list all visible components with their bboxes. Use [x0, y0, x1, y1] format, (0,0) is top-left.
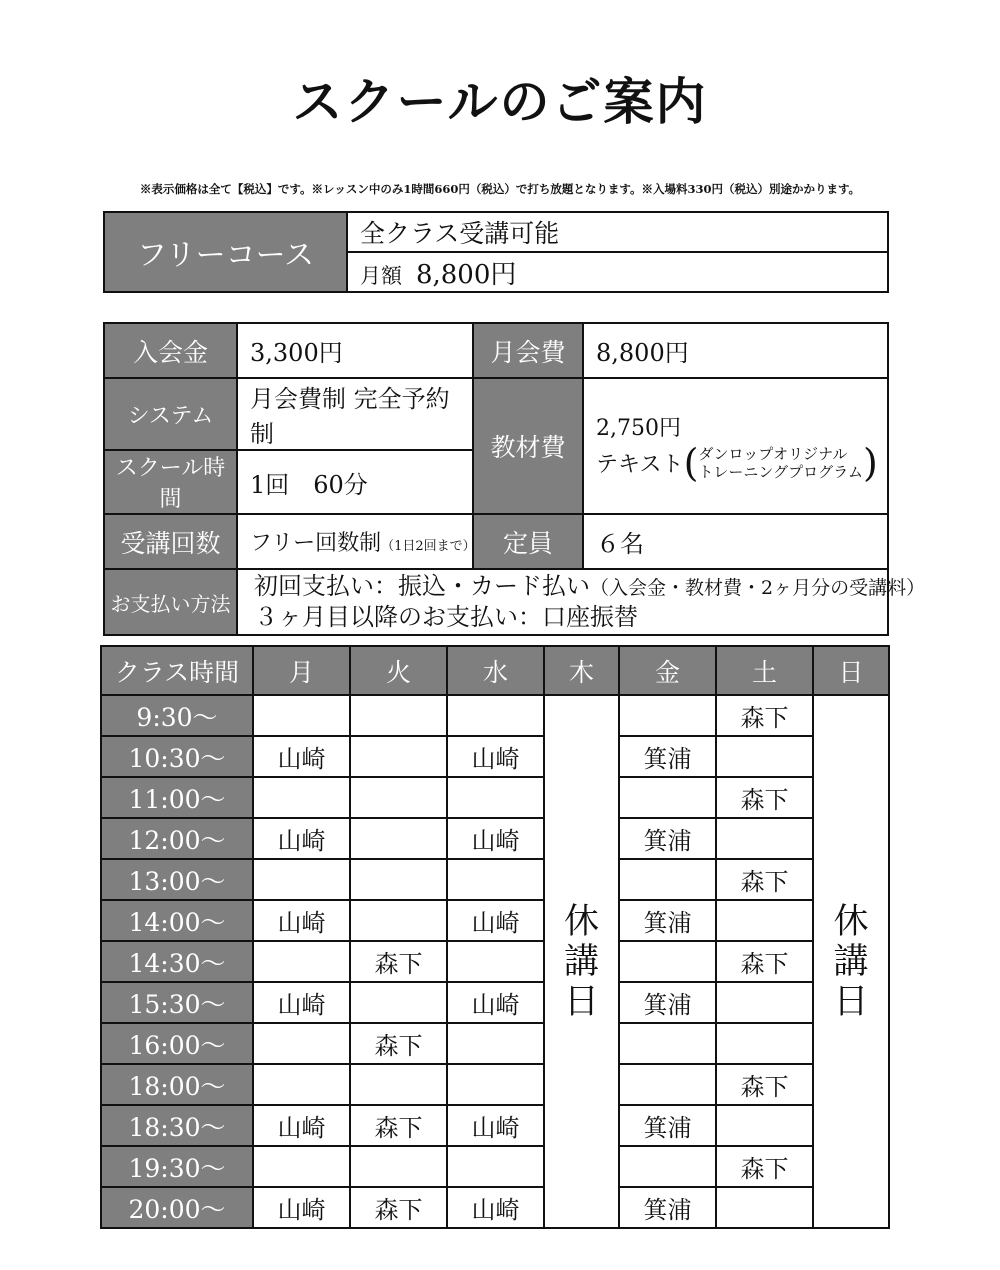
- instructor-cell-wed: 山崎: [447, 818, 544, 859]
- instructor-cell-tue: [350, 1064, 447, 1105]
- closed-day-label: [545, 902, 618, 1022]
- course-description: 全クラス受講可能: [347, 212, 888, 252]
- closed-day-cell: [544, 695, 619, 1228]
- instructor-cell-wed: [447, 695, 544, 736]
- instructor-cell-tue: [350, 695, 447, 736]
- instructor-cell-sat: [716, 1023, 813, 1064]
- header-tue: 火: [350, 646, 447, 695]
- instructor-cell-tue: [350, 736, 447, 777]
- instructor-cell-mon: 山崎: [253, 736, 350, 777]
- count-value: フリー回数制: [250, 531, 382, 556]
- instructor-cell-wed: [447, 1146, 544, 1187]
- instructor-cell-wed: [447, 941, 544, 982]
- payment-label: お支払い方法: [104, 569, 237, 635]
- schedule-table: [100, 645, 890, 1229]
- instructor-cell-fri: 箕浦: [619, 1187, 716, 1228]
- enrollment-value: 3,300円: [237, 323, 473, 378]
- schedule-row: [101, 859, 889, 900]
- closed-day-char: 講: [833, 941, 869, 982]
- closed-day-char: 日: [833, 981, 869, 1022]
- time-cell: 10:30～: [101, 736, 253, 777]
- payment-line1: 初回支払い：振込・カード払い: [254, 572, 590, 600]
- instructor-cell-tue: [350, 900, 447, 941]
- time-cell: 18:00～: [101, 1064, 253, 1105]
- instructor-cell-wed: 山崎: [447, 736, 544, 777]
- instructor-cell-sat: [716, 1105, 813, 1146]
- instructor-cell-sat: 森下: [716, 1064, 813, 1105]
- count-label: 受講回数: [104, 514, 237, 569]
- instructor-cell-sat: [716, 900, 813, 941]
- closed-day-char: 休: [833, 901, 869, 942]
- instructor-cell-fri: 箕浦: [619, 818, 716, 859]
- instructor-cell-sat: [716, 982, 813, 1023]
- instructor-cell-fri: [619, 1023, 716, 1064]
- instructor-cell-mon: 山崎: [253, 818, 350, 859]
- instructor-cell-fri: [619, 859, 716, 900]
- time-cell: 9:30～: [101, 695, 253, 736]
- instructor-cell-tue: 森下: [350, 941, 447, 982]
- schedule-row: [101, 1146, 889, 1187]
- material-label: 教材費: [473, 378, 583, 514]
- header-sat: 土: [716, 646, 813, 695]
- schedule-row: [101, 1105, 889, 1146]
- system-label: システム: [104, 378, 237, 450]
- instructor-cell-wed: [447, 1064, 544, 1105]
- paren-open-glyph: (: [683, 440, 699, 485]
- instructor-cell-wed: 山崎: [447, 1105, 544, 1146]
- schedule-row: [101, 900, 889, 941]
- capacity-value: ６名: [583, 514, 888, 569]
- instructor-cell-tue: [350, 777, 447, 818]
- instructor-cell-sat: 森下: [716, 941, 813, 982]
- instructor-cell-mon: 山崎: [253, 1105, 350, 1146]
- header-wed: 水: [447, 646, 544, 695]
- time-cell: 15:30～: [101, 982, 253, 1023]
- count-value-cell: [237, 514, 476, 569]
- system-value: 月会費制 完全予約制: [237, 378, 473, 450]
- schedule-row: [101, 982, 889, 1023]
- time-cell: 14:30～: [101, 941, 253, 982]
- instructor-cell-mon: [253, 695, 350, 736]
- instructor-cell-fri: [619, 695, 716, 736]
- instructor-cell-fri: [619, 941, 716, 982]
- header-sun: 日: [813, 646, 889, 695]
- schedule-row: [101, 736, 889, 777]
- instructor-cell-tue: 森下: [350, 1187, 447, 1228]
- page-title: スクールのご案内: [292, 73, 708, 131]
- instructor-cell-wed: [447, 859, 544, 900]
- closed-day-char: 講: [563, 941, 599, 982]
- instructor-cell-sat: [716, 1187, 813, 1228]
- instructor-cell-wed: [447, 1023, 544, 1064]
- schedule-body: [101, 695, 889, 1228]
- instructor-cell-tue: [350, 859, 447, 900]
- instructor-cell-sat: [716, 736, 813, 777]
- school-time-value: 1回 60分: [237, 450, 473, 514]
- instructor-cell-mon: [253, 777, 350, 818]
- instructor-cell-fri: [619, 777, 716, 818]
- time-cell: 13:00～: [101, 859, 253, 900]
- instructor-cell-tue: [350, 982, 447, 1023]
- closed-day-char: 日: [563, 981, 599, 1022]
- material-value: [583, 378, 888, 514]
- schedule-row: [101, 941, 889, 982]
- enrollment-label: 入会金: [104, 323, 237, 378]
- instructor-cell-fri: [619, 1146, 716, 1187]
- instructor-cell-sat: 森下: [716, 777, 813, 818]
- monthly-value: 8,800円: [583, 323, 888, 378]
- time-cell: 14:00～: [101, 900, 253, 941]
- instructor-cell-sat: 森下: [716, 859, 813, 900]
- instructor-cell-fri: 箕浦: [619, 982, 716, 1023]
- instructor-cell-wed: [447, 777, 544, 818]
- school-time-label: スクール時間: [104, 450, 237, 514]
- payment-line2: ３ヶ月目以降のお支払い：口座振替: [254, 603, 638, 631]
- closed-day-cell: [813, 695, 889, 1228]
- course-fee-value: 8,800円: [415, 259, 517, 290]
- course-fee: [347, 252, 888, 292]
- count-note: （1日2回まで）: [381, 539, 476, 554]
- instructor-cell-mon: [253, 1146, 350, 1187]
- schedule-row: [101, 1187, 889, 1228]
- instructor-cell-fri: 箕浦: [619, 1105, 716, 1146]
- instructor-cell-sat: 森下: [716, 695, 813, 736]
- time-cell: 16:00～: [101, 1023, 253, 1064]
- schedule-row: [101, 1023, 889, 1064]
- time-cell: 20:00～: [101, 1187, 253, 1228]
- header-thu: 木: [544, 646, 619, 695]
- schedule-header-row: [101, 646, 889, 695]
- instructor-cell-mon: 山崎: [253, 982, 350, 1023]
- instructor-cell-tue: 森下: [350, 1023, 447, 1064]
- payment-value: [237, 569, 926, 635]
- material-price: 2,750円: [596, 415, 681, 441]
- closed-day-char: 休: [563, 901, 599, 942]
- instructor-cell-tue: [350, 818, 447, 859]
- material-text-line1: ダンロップオリジナル: [698, 444, 848, 463]
- course-table: [103, 211, 889, 293]
- instructor-cell-wed: 山崎: [447, 982, 544, 1023]
- schedule-row: [101, 1064, 889, 1105]
- payment-line1-note: （入会金・教材費・2ヶ月分の受講料）: [590, 577, 926, 599]
- schedule-row: [101, 777, 889, 818]
- instructor-cell-mon: [253, 1064, 350, 1105]
- instructor-cell-sat: [716, 818, 813, 859]
- time-cell: 19:30～: [101, 1146, 253, 1187]
- material-text-label: テキスト: [596, 452, 684, 477]
- instructor-cell-fri: 箕浦: [619, 900, 716, 941]
- time-cell: 18:30～: [101, 1105, 253, 1146]
- header-class-time: クラス時間: [101, 646, 253, 695]
- price-note: ※表示価格は全て【税込】です。※レッスン中のみ1時間660円（税込）で打ち放題となります。※入場料330円（税込）別途かかります。: [139, 182, 861, 196]
- material-text-line2: トレーニングプログラム: [698, 462, 863, 481]
- instructor-cell-mon: [253, 859, 350, 900]
- material-text-detail: [698, 445, 863, 481]
- instructor-cell-mon: 山崎: [253, 900, 350, 941]
- closed-day-label: [814, 902, 888, 1022]
- header-mon: 月: [253, 646, 350, 695]
- course-fee-label: 月額: [360, 263, 402, 288]
- instructor-cell-mon: [253, 941, 350, 982]
- schedule-row: [101, 818, 889, 859]
- time-cell: 12:00～: [101, 818, 253, 859]
- monthly-label: 月会費: [473, 323, 583, 378]
- instructor-cell-wed: 山崎: [447, 900, 544, 941]
- instructor-cell-tue: 森下: [350, 1105, 447, 1146]
- instructor-cell-mon: 山崎: [253, 1187, 350, 1228]
- schedule-row: [101, 695, 889, 736]
- header-fri: 金: [619, 646, 716, 695]
- course-name: フリーコース: [104, 212, 347, 292]
- instructor-cell-fri: 箕浦: [619, 736, 716, 777]
- info-table: [103, 322, 926, 636]
- instructor-cell-wed: 山崎: [447, 1187, 544, 1228]
- instructor-cell-sat: 森下: [716, 1146, 813, 1187]
- paren-close-glyph: ): [862, 440, 878, 485]
- instructor-cell-fri: [619, 1064, 716, 1105]
- capacity-label: 定員: [473, 514, 583, 569]
- time-cell: 11:00～: [101, 777, 253, 818]
- instructor-cell-mon: [253, 1023, 350, 1064]
- instructor-cell-tue: [350, 1146, 447, 1187]
